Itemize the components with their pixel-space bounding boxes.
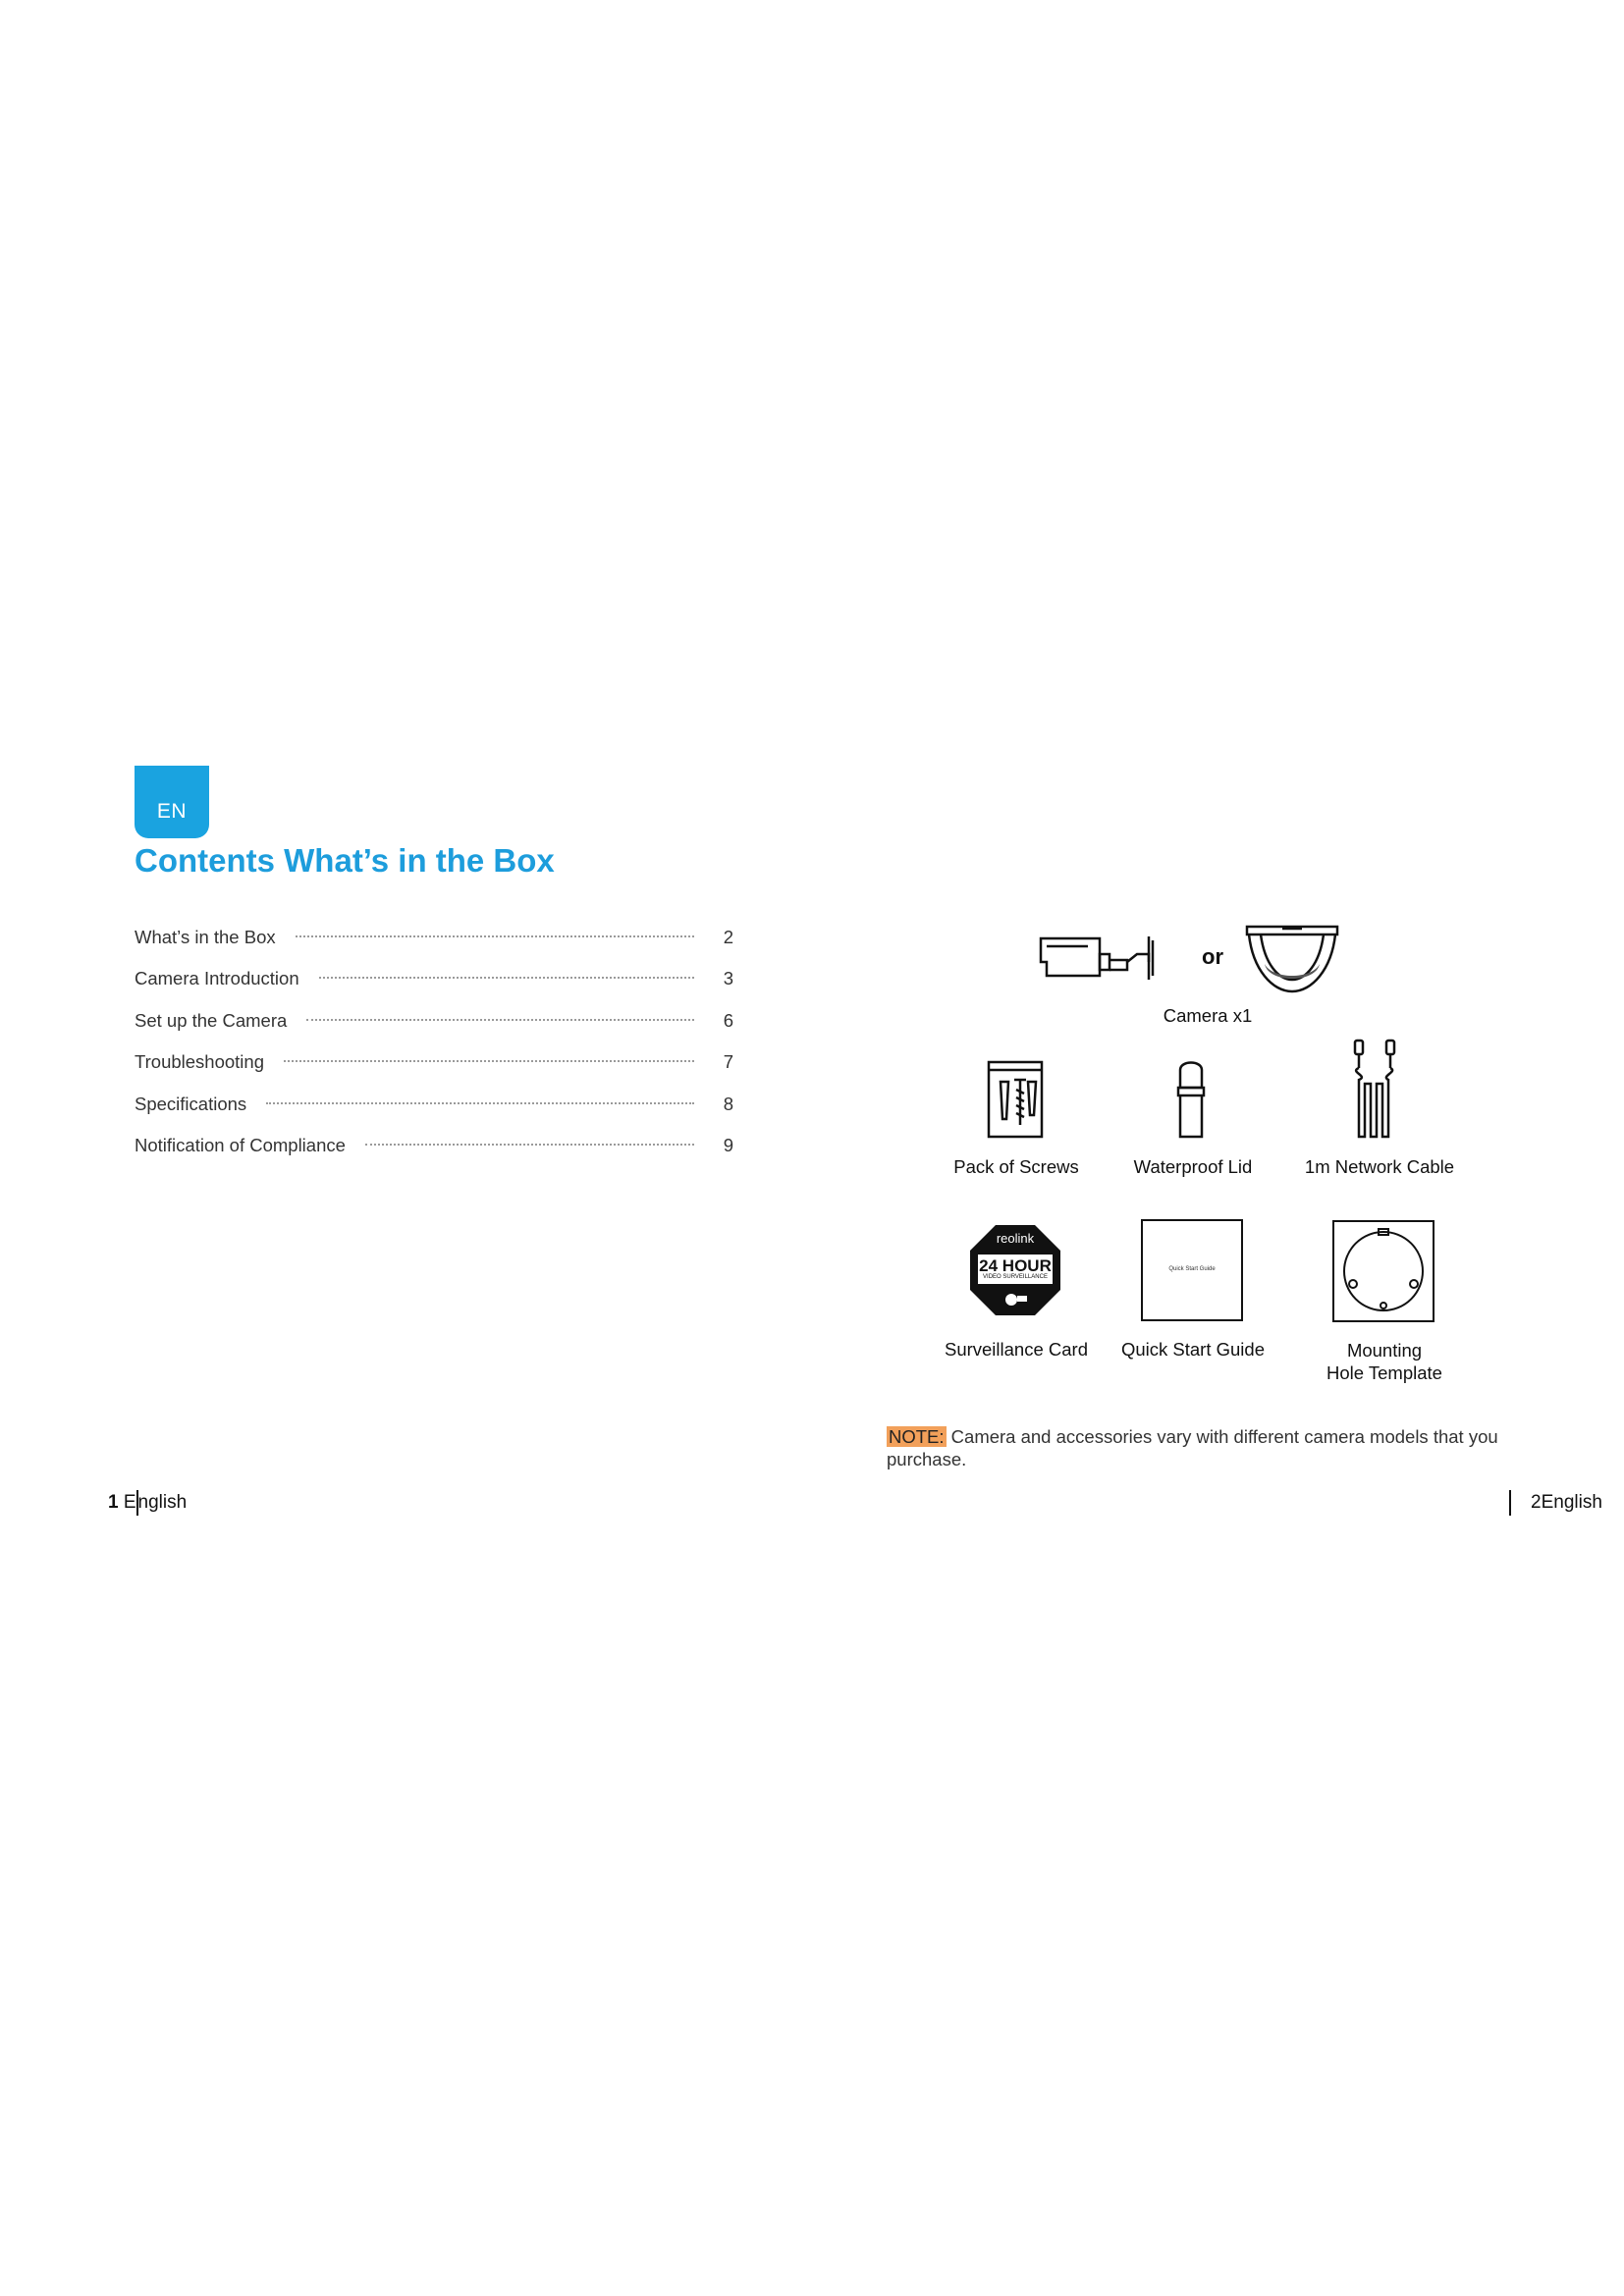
footer-left: [108, 1490, 187, 1516]
table-of-contents: [135, 927, 733, 1176]
page-title: Contents What’s in the Box: [135, 842, 555, 879]
waterproof-lid-icon: [1176, 1058, 1206, 1139]
toc-entry-label: Troubleshooting: [135, 1051, 264, 1073]
card-headline: 24 HOUR: [979, 1256, 1052, 1275]
toc-leader-dots: [319, 977, 694, 979]
toc-entry-label: Set up the Camera: [135, 1009, 288, 1031]
note-paragraph: [887, 1425, 1515, 1470]
toc-entry[interactable]: [135, 1051, 733, 1093]
toc-entry-label: Camera Introduction: [135, 968, 299, 989]
toc-entry-page: 6: [723, 1009, 733, 1031]
toc-entry[interactable]: [135, 927, 733, 968]
dome-camera-icon: [1243, 921, 1341, 997]
guide-caption: Quick Start Guide: [1120, 1339, 1265, 1360]
note-text: Camera and accessories vary with different camera models that you purchase.: [887, 1426, 1498, 1469]
toc-leader-dots: [296, 935, 694, 937]
network-cable-icon: [1347, 1039, 1406, 1143]
card-subline: VIDEO SURVEILLANCE: [983, 1274, 1048, 1280]
card-caption: Surveillance Card: [944, 1339, 1088, 1360]
footer-right-text: English: [1541, 1492, 1602, 1514]
toc-leader-dots: [284, 1060, 694, 1062]
footer-left-text-a: E: [123, 1492, 136, 1514]
footer-left-page-number: 1: [108, 1492, 119, 1514]
toc-entry-page: 9: [723, 1134, 733, 1155]
toc-entry-page: 3: [723, 968, 733, 989]
toc-entry-page: 2: [723, 927, 733, 947]
toc-entry[interactable]: [135, 1094, 733, 1135]
screws-pack-icon: [987, 1060, 1044, 1139]
template-caption: [1286, 1339, 1483, 1384]
toc-entry-page: 7: [723, 1051, 733, 1073]
footer-right: [1509, 1490, 1602, 1516]
bullet-camera-icon: [1039, 933, 1176, 982]
screws-caption: Pack of Screws: [953, 1156, 1079, 1177]
footer-divider: [1509, 1490, 1511, 1516]
toc-entry[interactable]: [135, 968, 733, 1009]
mounting-template-icon: [1331, 1219, 1435, 1323]
lid-caption: Waterproof Lid: [1133, 1156, 1253, 1177]
or-label: or: [1202, 944, 1223, 969]
camera-caption: Camera x1: [1163, 1005, 1253, 1026]
card-brand: reolink: [996, 1231, 1035, 1246]
toc-entry-label: Notification of Compliance: [135, 1134, 346, 1155]
toc-leader-dots: [365, 1144, 694, 1146]
footer-right-page-number: 2: [1531, 1492, 1542, 1514]
toc-entry-page: 8: [723, 1093, 733, 1114]
language-tab-label: EN: [156, 800, 188, 823]
toc-entry-label: What’s in the Box: [135, 927, 276, 947]
template-caption-line2: Hole Template: [1326, 1362, 1442, 1383]
guide-cover-text: Quick Start Guide: [1168, 1266, 1216, 1272]
quick-start-guide-icon: [1141, 1219, 1243, 1321]
toc-leader-dots: [266, 1102, 694, 1104]
toc-entry-label: Specifications: [135, 1093, 247, 1114]
toc-leader-dots: [306, 1019, 694, 1021]
footer-left-text-b: nglish: [137, 1492, 188, 1514]
language-tab[interactable]: [135, 766, 209, 838]
note-label: NOTE:: [889, 1426, 945, 1447]
cable-caption: 1m Network Cable: [1304, 1156, 1455, 1177]
toc-entry[interactable]: [135, 1135, 733, 1176]
toc-entry[interactable]: [135, 1010, 733, 1051]
template-caption-line1: Mounting: [1346, 1340, 1423, 1361]
